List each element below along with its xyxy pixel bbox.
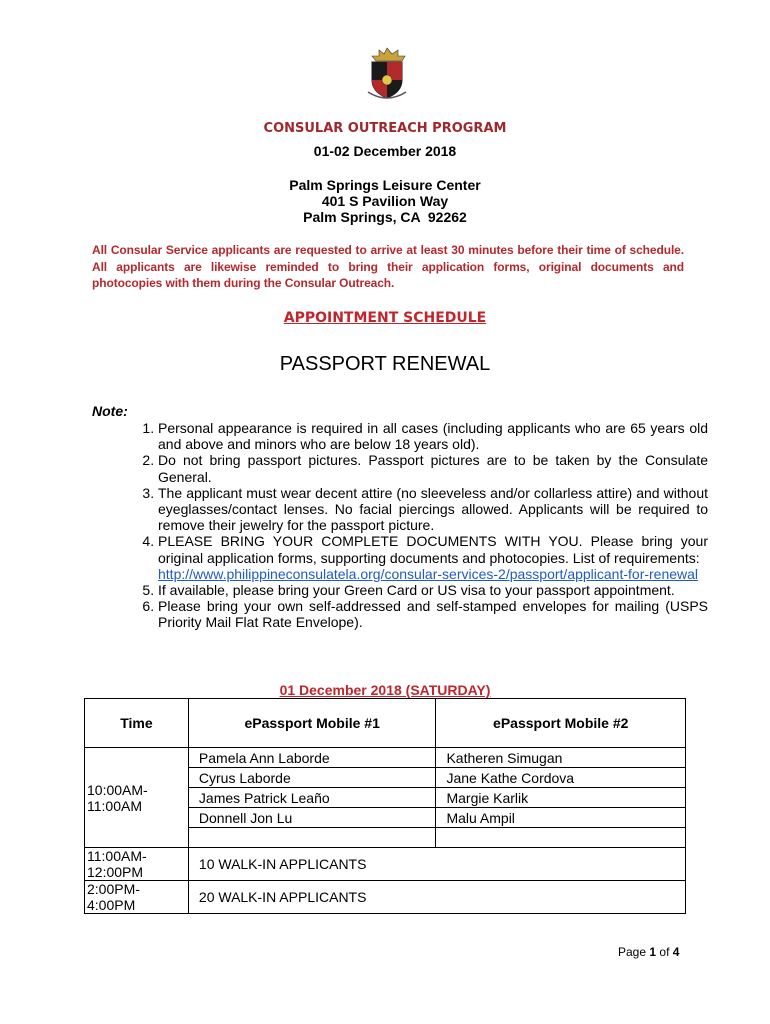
table-row — [85, 748, 686, 768]
note-label: Note: — [92, 403, 128, 419]
program-title: CONSULAR OUTREACH PROGRAM — [263, 121, 507, 136]
service-title: PASSPORT RENEWAL — [279, 353, 491, 375]
walk-in-cell: 10 WALK-IN APPLICANTS — [188, 848, 685, 881]
applicant-name: Malu Ampil — [436, 808, 686, 828]
schedule-table — [84, 698, 686, 914]
note-item: 2. Do not bring passport pictures. Passport pictures are to be taken by the Consulate General. — [158, 452, 708, 484]
note-item: 3. The applicant must wear decent attire (no sleeveless and/or collarless attire) and without eyeglasses/contact lenses. No facial piercings allowed. Applicants will be required to remove their jewelry for the passport picture. — [158, 485, 708, 534]
empty-cell — [188, 828, 436, 848]
applicant-name: Margie Karlik — [436, 788, 686, 808]
venue-block — [0, 177, 770, 225]
note-item: 5. If available, please bring your Green Card or US visa to your passport appointment. — [158, 582, 708, 598]
applicant-name: Donnell Jon Lu — [188, 808, 436, 828]
venue-name: Palm Springs Leisure Center — [289, 177, 481, 193]
table-header-row — [85, 699, 686, 748]
applicant-name: James Patrick Leaño — [188, 788, 436, 808]
page-number: Page 1 of 4 — [618, 945, 680, 959]
notes-list — [130, 420, 708, 631]
header-mobile-2: ePassport Mobile #2 — [436, 699, 686, 748]
note-item: 1. Personal appearance is required in all cases (including applicants who are 65 years old and above and minors who are below 18 years old). — [158, 420, 708, 452]
venue-street: 401 S Pavilion Way — [321, 193, 449, 209]
applicant-name: Katheren Simugan — [436, 748, 686, 768]
applicant-name: Cyrus Laborde — [188, 768, 436, 788]
applicant-name: Pamela Ann Laborde — [188, 748, 436, 768]
event-dates: 01-02 December 2018 — [313, 143, 457, 159]
walk-in-cell: 20 WALK-IN APPLICANTS — [188, 881, 685, 914]
applicant-name: Jane Kathe Cordova — [436, 768, 686, 788]
time-slot: 11:00AM- 12:00PM — [85, 848, 189, 881]
table-row — [85, 881, 686, 914]
requirements-link[interactable]: http://www.philippineconsulatela.org/consular-services-2/passport/applicant-for-renewal — [158, 565, 699, 582]
arrival-notice: All Consular Service applicants are requested to arrive at least 30 minutes before their time of schedule. All applicants are likewise reminded to bring their application forms, original documents and photocopies with them during the Consular Outreach. — [92, 243, 684, 290]
table-row — [85, 848, 686, 881]
time-slot: 2:00PM- 4:00PM — [85, 881, 189, 914]
consulate-seal-icon — [362, 46, 412, 100]
section-title: APPOINTMENT SCHEDULE — [283, 310, 487, 326]
empty-cell — [436, 828, 686, 848]
time-slot: 10:00AM- 11:00AM — [85, 748, 189, 848]
note-item: 6. Please bring your own self-addressed and self-stamped envelopes for mailing (USPS Priority Mail Flat Rate Envelope). — [158, 598, 708, 630]
venue-city: Palm Springs, CA 92262 — [303, 209, 467, 225]
header-mobile-1: ePassport Mobile #1 — [188, 699, 436, 748]
day-heading: 01 December 2018 (SATURDAY) — [279, 682, 491, 698]
header-time: Time — [85, 699, 189, 748]
note-item: 4. PLEASE BRING YOUR COMPLETE DOCUMENTS WITH YOU. Please bring your original application forms, supporting documents and photocopies. List of requirements: http://www.philippineconsulatela.org/consular-services-2/passport/applicant-for-renewal — [158, 533, 708, 582]
